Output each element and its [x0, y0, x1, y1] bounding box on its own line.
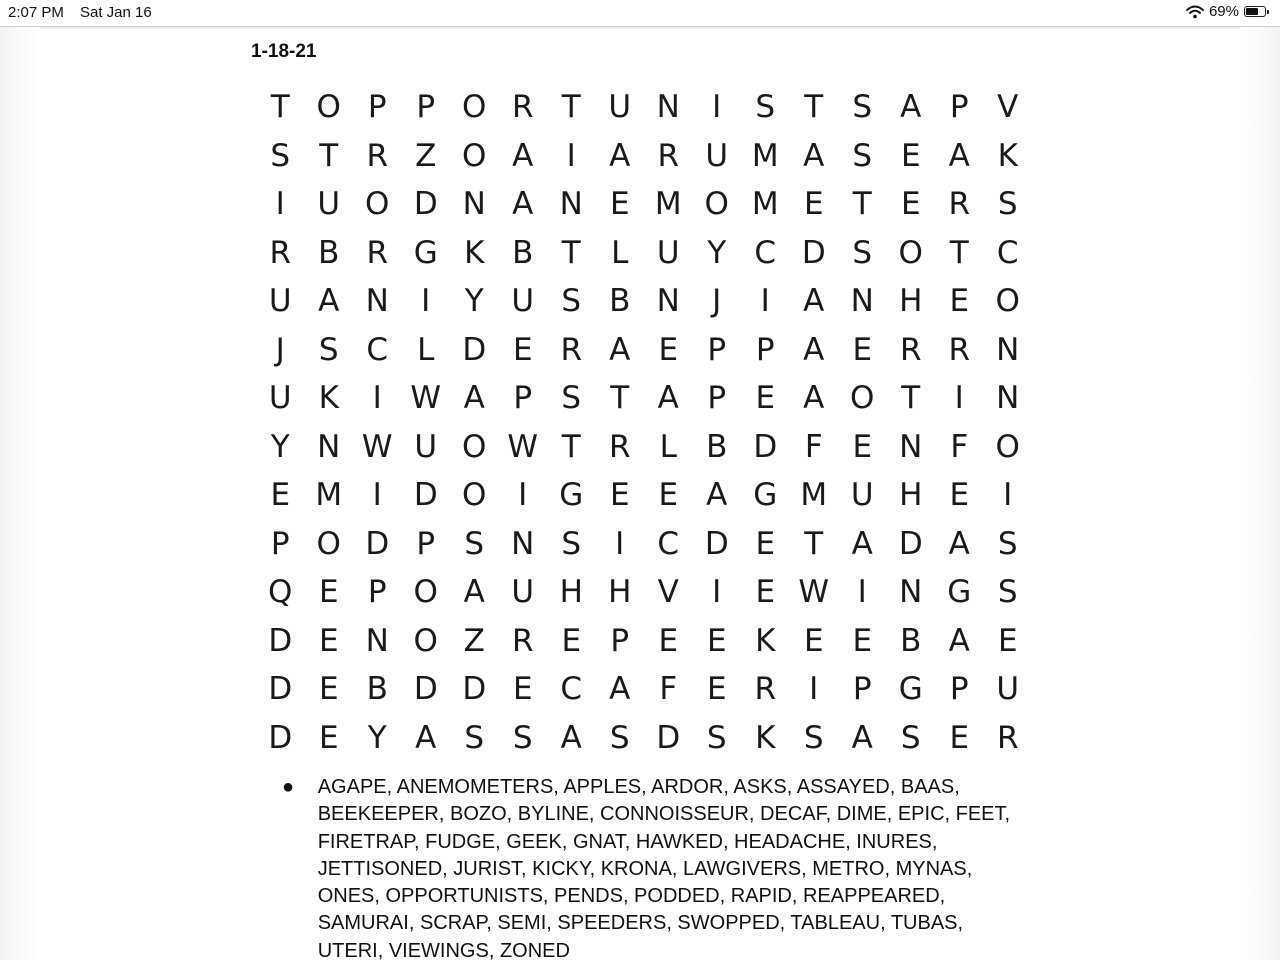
grid-letter: O — [316, 89, 341, 126]
left-margin — [0, 27, 40, 960]
grid-letter: S — [561, 525, 582, 562]
grid-letter: O — [898, 234, 923, 271]
grid-letter: A — [609, 137, 631, 174]
grid-letter: T — [804, 89, 824, 126]
grid-letter: D — [413, 477, 438, 514]
grid-letter: S — [997, 186, 1018, 223]
grid-letter: S — [464, 719, 485, 756]
grid-letter: U — [705, 137, 729, 174]
grid-letter: A — [948, 525, 970, 562]
status-time: 2:07 PM — [8, 4, 64, 21]
grid-letter: N — [559, 186, 583, 223]
grid-letter: E — [755, 525, 776, 562]
grid-letter: N — [996, 331, 1020, 368]
grid-letter: E — [706, 671, 727, 708]
battery-percent: 69% — [1208, 3, 1239, 20]
grid-letter: S — [270, 137, 291, 174]
grid-letter: E — [318, 719, 339, 756]
grid-letter: U — [511, 283, 535, 320]
grid-letter: P — [852, 671, 872, 708]
grid-letter: E — [997, 622, 1018, 659]
grid-letter: C — [657, 525, 680, 562]
grid-letter: D — [704, 525, 729, 562]
grid-letter: S — [706, 719, 727, 756]
grid-letter: P — [367, 89, 387, 126]
grid-letter: B — [512, 234, 534, 271]
grid-letter: R — [657, 137, 680, 174]
grid-letter: A — [657, 380, 679, 417]
grid-letter: D — [656, 719, 681, 756]
status-indicators — [1186, 3, 1266, 20]
grid-letter: C — [560, 671, 583, 708]
grid-letter: A — [803, 331, 825, 368]
grid-letter: M — [751, 186, 779, 223]
grid-letter: N — [365, 622, 389, 659]
grid-letter: R — [608, 428, 631, 465]
grid-letter: S — [561, 380, 582, 417]
grid-letter: R — [366, 137, 389, 174]
grid-letter: D — [801, 234, 826, 271]
grid-letter: H — [899, 283, 923, 320]
grid-letter: T — [949, 234, 969, 271]
grid-letter: K — [997, 137, 1018, 174]
grid-letter: U — [317, 186, 341, 223]
grid-letter: A — [803, 137, 825, 174]
grid-letter: T — [561, 428, 581, 465]
grid-letter: K — [755, 719, 776, 756]
grid-letter: O — [413, 622, 438, 659]
grid-letter: H — [559, 574, 583, 611]
grid-letter: S — [997, 525, 1018, 562]
grid-letter: D — [268, 622, 293, 659]
grid-letter: J — [275, 331, 285, 368]
grid-letter: B — [609, 283, 631, 320]
grid-letter: D — [268, 719, 293, 756]
grid-letter: U — [511, 574, 535, 611]
grid-letter: R — [269, 234, 292, 271]
grid-letter: E — [900, 137, 921, 174]
grid-letter: B — [706, 428, 728, 465]
grid-letter: S — [512, 719, 533, 756]
grid-letter: H — [899, 477, 923, 514]
grid-letter: V — [657, 574, 679, 611]
grid-letter: Y — [707, 234, 727, 271]
grid-letter: G — [413, 234, 438, 271]
grid-letter: I — [372, 380, 382, 417]
grid-letter: A — [609, 331, 631, 368]
grid-letter: R — [560, 331, 583, 368]
grid-letter: D — [365, 525, 390, 562]
grid-letter: U — [850, 477, 874, 514]
grid-letter: B — [900, 622, 922, 659]
wifi-icon — [1186, 5, 1204, 19]
grid-letter: P — [949, 671, 969, 708]
grid-letter: S — [997, 574, 1018, 611]
grid-letter: O — [365, 186, 390, 223]
grid-letter: E — [803, 622, 824, 659]
grid-letter: I — [421, 283, 431, 320]
grid-letter: E — [512, 331, 533, 368]
grid-letter: O — [995, 428, 1020, 465]
grid-letter: D — [462, 671, 487, 708]
grid-letter: W — [798, 574, 830, 611]
grid-letter: R — [511, 89, 534, 126]
grid-letter: O — [995, 283, 1020, 320]
grid-letter: U — [268, 283, 292, 320]
grid-letter: T — [561, 89, 581, 126]
grid-letter: R — [948, 331, 971, 368]
word-search-grid — [256, 83, 1032, 762]
grid-letter: U — [268, 380, 292, 417]
grid-letter: S — [900, 719, 921, 756]
grid-letter: D — [413, 186, 438, 223]
grid-letter: D — [753, 428, 778, 465]
grid-letter: I — [275, 186, 285, 223]
grid-letter: P — [707, 331, 727, 368]
grid-letter: S — [609, 719, 630, 756]
grid-letter: Y — [270, 428, 290, 465]
list-bullet: ● — [282, 776, 295, 798]
word-list-text: AGAPE, ANEMOMETERS, APPLES, ARDOR, ASKS, ASSAYED, BAAS, BEEKEEPER, BOZO, BYLINE, CONNOISSEUR, DECAF, DIME, EPIC, FEET, FIRETRAP, FUDGE, GEEK, GNAT, HAWKED, HEADACHE, INURES, JETTISONED, JURIST, KICKY, KRONA, LAWGIVERS, METRO, MYNAS, ONES, OPPORTUNISTS, PENDS, PODDED, RAPID, REAPPEARED, SAMURAI, SCRAP, SEMI, SPEEDERS, SWOPPED, TABLEAU, TUBAS, UTERI, VIEWINGS, ZONED — [317, 776, 1011, 962]
grid-letter: I — [954, 380, 964, 417]
grid-letter: A — [948, 137, 970, 174]
grid-letter: S — [852, 137, 873, 174]
grid-letter: Z — [415, 137, 437, 174]
grid-letter: A — [900, 89, 922, 126]
grid-letter: I — [712, 89, 722, 126]
grid-letter: A — [512, 137, 534, 174]
grid-letter: N — [899, 574, 923, 611]
grid-letter: R — [754, 671, 777, 708]
grid-letter: A — [463, 380, 485, 417]
grid-letter: R — [948, 186, 971, 223]
grid-letter: O — [462, 477, 487, 514]
grid-letter: S — [803, 719, 824, 756]
grid-letter: W — [507, 428, 539, 465]
grid-letter: O — [462, 137, 487, 174]
grid-letter: G — [753, 477, 778, 514]
grid-letter: E — [852, 428, 873, 465]
grid-letter: E — [900, 186, 921, 223]
grid-letter: W — [361, 428, 393, 465]
grid-letter: G — [559, 477, 584, 514]
grid-letter: D — [462, 331, 487, 368]
grid-letter: E — [852, 331, 873, 368]
grid-letter: C — [996, 234, 1019, 271]
grid-letter: N — [462, 186, 486, 223]
grid-letter: E — [852, 622, 873, 659]
grid-letter: N — [850, 283, 874, 320]
grid-letter: W — [410, 380, 442, 417]
grid-letter: K — [318, 380, 339, 417]
grid-letter: O — [704, 186, 729, 223]
grid-letter: Q — [268, 574, 293, 611]
grid-letter: A — [463, 574, 485, 611]
grid-letter: U — [656, 234, 680, 271]
grid-letter: H — [608, 574, 632, 611]
grid-letter: P — [367, 574, 387, 611]
grid-letter: V — [997, 89, 1019, 126]
grid-letter: P — [610, 622, 630, 659]
grid-letter: F — [950, 428, 969, 465]
battery-icon — [1244, 6, 1266, 17]
grid-letter: K — [755, 622, 776, 659]
grid-letter: Y — [367, 719, 387, 756]
grid-letter: E — [706, 622, 727, 659]
grid-letter: O — [462, 428, 487, 465]
grid-letter: I — [857, 574, 867, 611]
grid-letter: C — [754, 234, 777, 271]
grid-letter: T — [852, 186, 872, 223]
grid-letter: P — [949, 89, 969, 126]
grid-letter: E — [609, 477, 630, 514]
grid-letter: E — [318, 574, 339, 611]
grid-letter: U — [414, 428, 438, 465]
grid-letter: E — [755, 380, 776, 417]
grid-letter: S — [464, 525, 485, 562]
grid-letter: L — [659, 428, 677, 465]
grid-letter: A — [948, 622, 970, 659]
grid-letter: G — [947, 574, 972, 611]
grid-letter: L — [417, 331, 435, 368]
grid-letter: P — [416, 525, 436, 562]
grid-letter: A — [512, 186, 534, 223]
grid-letter: R — [996, 719, 1019, 756]
grid-letter: A — [609, 671, 631, 708]
grid-letter: U — [996, 671, 1020, 708]
grid-letter: F — [659, 671, 678, 708]
grid-letter: A — [851, 719, 873, 756]
grid-letter: I — [712, 574, 722, 611]
grid-letter: B — [366, 671, 388, 708]
grid-letter: M — [800, 477, 828, 514]
grid-letter: A — [803, 380, 825, 417]
grid-letter: E — [658, 622, 679, 659]
grid-letter: D — [268, 671, 293, 708]
grid-letter: D — [898, 525, 923, 562]
grid-letter: I — [809, 671, 819, 708]
grid-letter: O — [316, 525, 341, 562]
grid-letter: C — [366, 331, 389, 368]
grid-letter: U — [608, 89, 632, 126]
grid-letter: R — [511, 622, 534, 659]
grid-letter: J — [712, 283, 722, 320]
grid-letter: T — [319, 137, 339, 174]
grid-letter: S — [561, 283, 582, 320]
grid-letter: K — [464, 234, 485, 271]
grid-letter: E — [561, 622, 582, 659]
grid-letter: L — [611, 234, 629, 271]
grid-letter: T — [270, 89, 290, 126]
grid-letter: S — [755, 89, 776, 126]
grid-letter: I — [760, 283, 770, 320]
grid-letter: N — [365, 283, 389, 320]
grid-letter: G — [898, 671, 923, 708]
status-date: Sat Jan 16 — [80, 4, 152, 21]
right-margin — [1240, 27, 1280, 960]
grid-letter: T — [610, 380, 630, 417]
grid-letter: S — [852, 234, 873, 271]
grid-letter: N — [996, 380, 1020, 417]
grid-letter: T — [561, 234, 581, 271]
grid-letter: P — [707, 380, 727, 417]
grid-letter: I — [372, 477, 382, 514]
grid-letter: E — [658, 477, 679, 514]
grid-letter: N — [317, 428, 341, 465]
grid-letter: A — [415, 719, 437, 756]
grid-letter: A — [706, 477, 728, 514]
grid-letter: F — [804, 428, 823, 465]
grid-letter: Z — [463, 622, 485, 659]
grid-letter: M — [315, 477, 343, 514]
grid-letter: I — [1003, 477, 1013, 514]
grid-letter: E — [803, 186, 824, 223]
status-bar — [0, 0, 1280, 27]
grid-letter: B — [318, 234, 340, 271]
grid-letter: E — [270, 477, 291, 514]
grid-letter: E — [318, 622, 339, 659]
grid-letter: A — [851, 525, 873, 562]
grid-letter: T — [804, 525, 824, 562]
grid-letter: E — [949, 719, 970, 756]
grid-letter: E — [949, 477, 970, 514]
grid-letter: N — [656, 283, 680, 320]
grid-letter: O — [413, 574, 438, 611]
grid-letter: R — [899, 331, 922, 368]
battery-level-fill — [1246, 8, 1258, 15]
grid-letter: A — [803, 283, 825, 320]
grid-letter: S — [318, 331, 339, 368]
grid-letter: N — [511, 525, 535, 562]
grid-letter: O — [850, 380, 875, 417]
grid-letter: E — [318, 671, 339, 708]
grid-letter: E — [755, 574, 776, 611]
grid-letter: P — [513, 380, 533, 417]
grid-letter: R — [366, 234, 389, 271]
grid-letter: E — [609, 186, 630, 223]
grid-letter: Y — [464, 283, 484, 320]
grid-letter: I — [518, 477, 528, 514]
grid-letter: A — [560, 719, 582, 756]
grid-letter: M — [751, 137, 779, 174]
word-list — [282, 774, 1022, 965]
grid-letter: N — [899, 428, 923, 465]
grid-letter: I — [615, 525, 625, 562]
grid-letter: N — [656, 89, 680, 126]
grid-letter: P — [755, 331, 775, 368]
grid-letter: P — [416, 89, 436, 126]
grid-letter: T — [901, 380, 921, 417]
grid-letter: O — [462, 89, 487, 126]
grid-letter: E — [658, 331, 679, 368]
grid-letter: E — [512, 671, 533, 708]
grid-letter: E — [949, 283, 970, 320]
grid-letter: M — [654, 186, 682, 223]
grid-letter: S — [852, 89, 873, 126]
grid-letter: D — [413, 671, 438, 708]
grid-letter: I — [566, 137, 576, 174]
document-date: 1-18-21 — [251, 41, 317, 62]
grid-letter: P — [270, 525, 290, 562]
grid-letter: A — [318, 283, 340, 320]
